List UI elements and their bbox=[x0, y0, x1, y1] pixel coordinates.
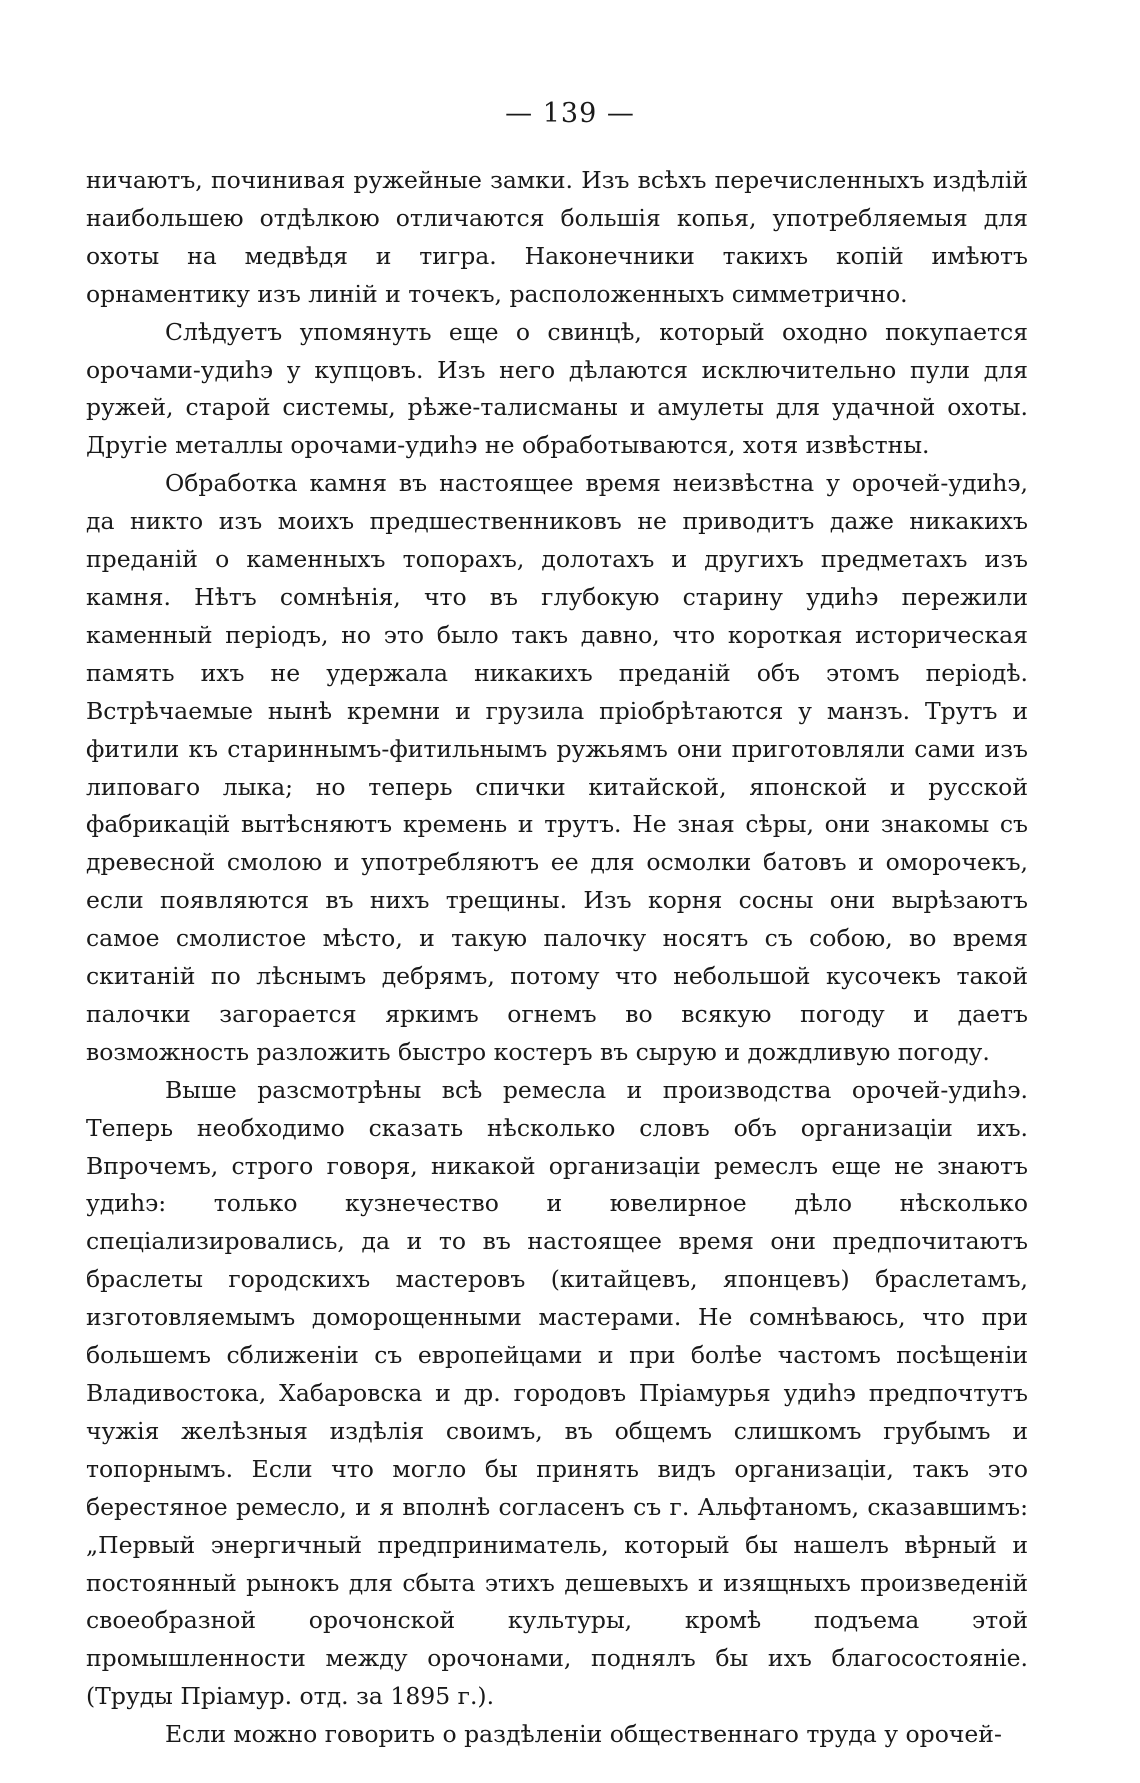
paragraph-5: Если можно говорить о раздѣленіи общественнаго труда у орочей- bbox=[165, 1720, 1002, 1749]
paragraph-1: ничаютъ, починивая ружейные замки. Изъ всѣхъ перечисленныхъ издѣлій наибольшею отдѣлкою отличаются большія копья, употребляемыя для охоты на медвѣдя и тигра. Наконечники такихъ копій имѣютъ орнаментику изъ линій и точекъ, расположенныхъ симметрично. bbox=[86, 166, 1028, 308]
paragraph-3: Обработка камня въ настоящее время неизвѣстна у орочей-удиһэ, да никто изъ моихъ предшественниковъ не приводитъ даже никакихъ преданій о каменныхъ топорахъ, долотахъ и другихъ предметахъ изъ камня. Нѣтъ сомнѣнія, что въ глубокую старину удиһэ пережили каменный періодъ, но это было такъ давно, что короткая историческая память ихъ не удержала никакихъ преданій объ этомъ періодѣ. Встрѣчаемые нынѣ кремни и грузила пріобрѣтаются у манзъ. Трутъ и фитили къ стариннымъ-фитильнымъ ружьямъ они приготовляли сами изъ липоваго лыка; но теперь спички китайской, японской и русской фабрикацій вытѣсняютъ кремень и трутъ. Не зная сѣры, они знакомы съ древесной смолою и употребляютъ ее для осмолки батовъ и оморочекъ, если появляются въ нихъ трещины. Изъ корня сосны они вырѣзаютъ самое смолистое мѣсто, и такую палочку носятъ съ собою, во время скитаній по лѣснымъ дебрямъ, потому что небольшой кусочекъ такой палочки загорается яркимъ огнемъ во всякую погоду и даетъ возможность разложить быстро костеръ въ сырую и дождливую погоду. bbox=[86, 469, 1028, 1066]
paragraph-2: Слѣдуетъ упомянуть еще о свинцѣ, который оходно покупается орочами-удиһэ у купцовъ. Изъ него дѣлаются исключительно пули для ружей, старой системы, рѣже-талисманы и амулеты для удачной охоты. Другіе металлы орочами-удиһэ не обработываются, хотя извѣстны. bbox=[86, 317, 1028, 460]
page-number: — 139 — bbox=[505, 98, 635, 129]
body-text bbox=[86, 162, 1028, 1754]
paragraph-4: Выше разсмотрѣны всѣ ремесла и производства орочей-удиһэ. Теперь необходимо сказать нѣсколько словъ объ организаціи ихъ. Впрочемъ, строго говоря, никакой организаціи ремеслъ еще не знаютъ удиһэ: только кузнечество и ювелирное дѣло нѣсколько спеціализировались, да и то въ настоящее время они предпочитаютъ браслеты городскихъ мастеровъ (китайцевъ, японцевъ) браслетамъ, изготовляемымъ доморощенными мастерами. Не сомнѣваюсь, что при большемъ сближеніи съ европейцами и при болѣе частомъ посѣщеніи Владивостока, Хабаровска и др. городовъ Пріамурья удиһэ предпочтутъ чужія желѣзныя издѣлія своимъ, въ общемъ слишкомъ грубымъ и топорнымъ. Если что могло бы принять видъ организаціи, такъ это берестяное ремесло, и я вполнѣ согласенъ съ г. Альфтаномъ, сказавшимъ: „Первый энергичный предприниматель, который бы нашелъ вѣрный и постоянный рынокъ для сбыта этихъ дешевыхъ и изящныхъ произведеній своеобразной орочонской культуры, кромѣ подъема этой промышленности между орочонами, поднялъ бы ихъ благосостояніе. (Труды Пріамур. отд. за 1895 г.). bbox=[86, 1075, 1028, 1711]
